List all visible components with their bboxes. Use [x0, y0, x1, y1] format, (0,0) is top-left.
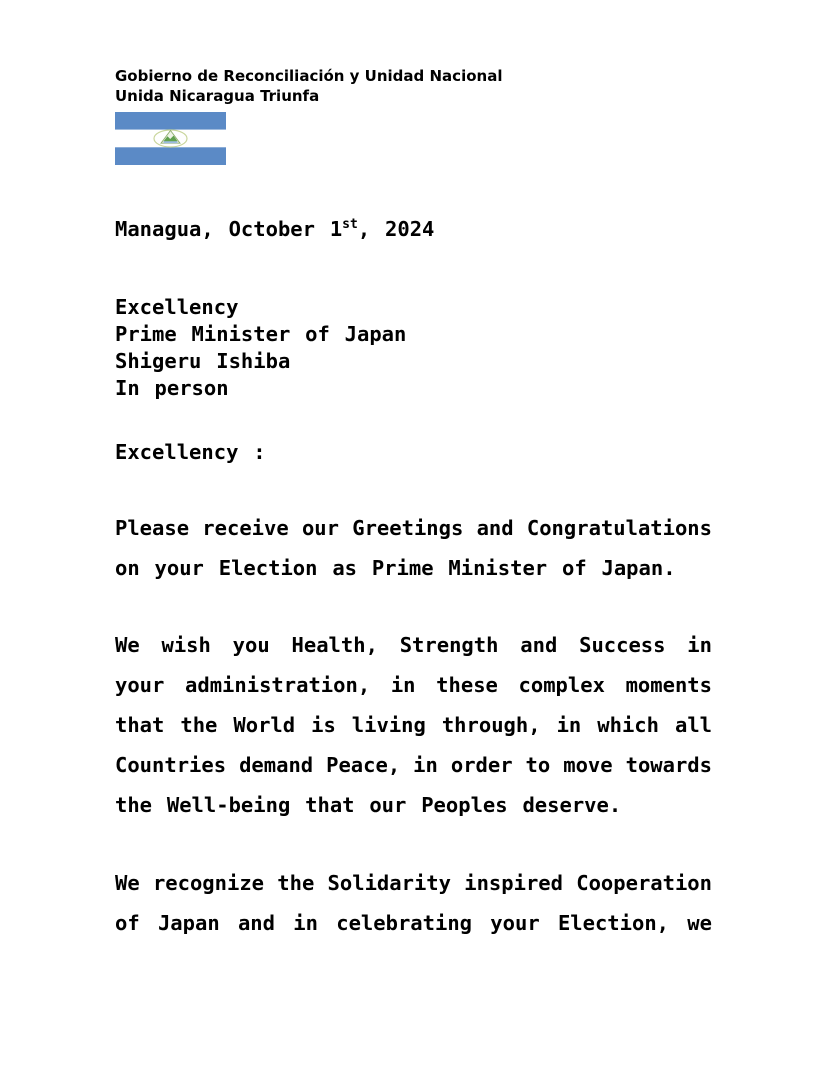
recipient-block — [115, 294, 406, 402]
date-ordinal: st — [342, 217, 358, 233]
recipient-line: Prime Minister of Japan — [115, 322, 407, 346]
body-line: on your Election as Prime Minister of Japan. — [115, 556, 676, 580]
flag-stripe-top — [115, 112, 226, 130]
letterhead-line2: Unida Nicaragua Triunfa — [115, 87, 320, 105]
nicaragua-flag-icon — [115, 112, 226, 165]
paragraph-cooperation — [115, 863, 712, 943]
body-line: that the World is living through, in which all — [115, 713, 712, 737]
body-line: Please receive our Greetings and Congratulations — [115, 516, 712, 540]
letterhead — [115, 66, 502, 106]
body-line: We wish you Health, Strength and Success in — [115, 633, 712, 657]
body-line: your administration, in these complex moments — [115, 673, 712, 697]
date-line — [115, 216, 434, 243]
recipient-line: In person — [115, 376, 229, 400]
body-line: Countries demand Peace, in order to move towards — [115, 753, 712, 777]
date-suffix: , 2024 — [357, 217, 435, 241]
flag-stripe-bottom — [115, 147, 226, 165]
recipient-line: Shigeru Ishiba — [115, 349, 291, 373]
paragraph-greetings — [115, 508, 712, 588]
body-line: of Japan and in celebrating your Election, we — [115, 911, 712, 935]
letterhead-line1: Gobierno de Reconciliación y Unidad Nacional — [115, 67, 503, 85]
body-line: the Well-being that our Peoples deserve. — [115, 793, 622, 817]
date-prefix: Managua, October 1 — [115, 217, 343, 241]
recipient-line: Excellency — [115, 295, 239, 319]
paragraph-wishes — [115, 625, 712, 825]
flag-emblem-water — [164, 141, 178, 143]
salutation: Excellency : — [115, 440, 266, 464]
body-line: We recognize the Solidarity inspired Cooperation — [115, 871, 712, 895]
